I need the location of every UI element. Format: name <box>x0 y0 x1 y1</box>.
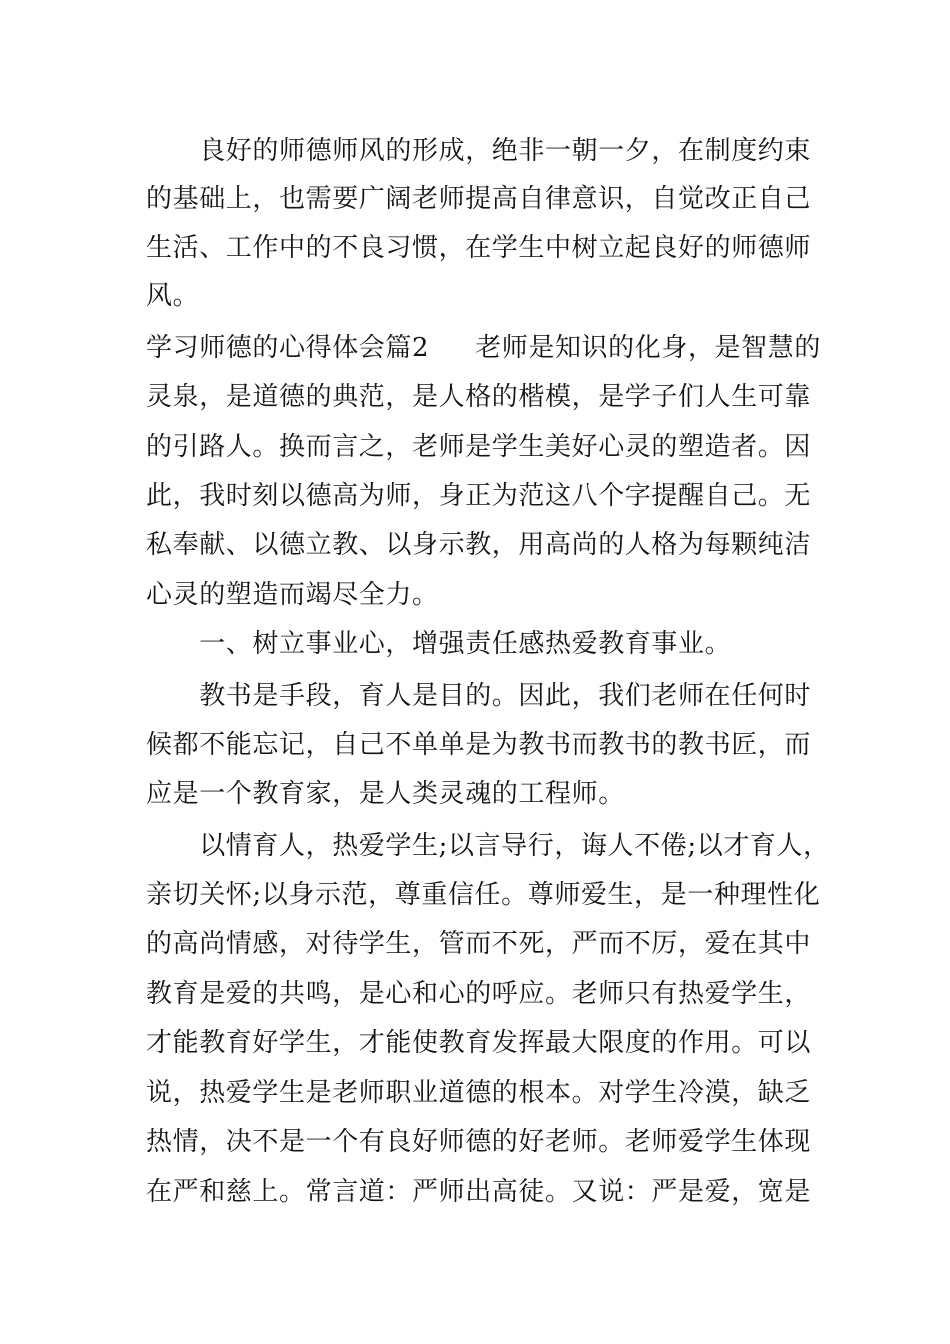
paragraph-text: 老师是知识的化身，是智慧的 <box>475 333 821 363</box>
paragraph-line: 私奉献、以德立教、以身示教，用高尚的人格为每颗纯洁 <box>146 530 812 560</box>
paragraph-line: 生活、工作中的不良习惯，在学生中树立起良好的师德师 <box>146 233 812 263</box>
paragraph-line: 在严和慈上。常言道：严师出高徒。又说：严是爱，宽是 <box>146 1177 812 1207</box>
paragraph-line: 教书是手段，育人是目的。因此，我们老师在任何时 <box>146 681 812 711</box>
section-heading: 学习师德的心得体会篇2 <box>146 333 430 363</box>
paragraph-line: 灵泉，是道德的典范，是人格的楷模，是学子们人生可靠 <box>146 382 812 412</box>
paragraph-line: 亲切关怀;以身示范，尊重信任。尊师爱生，是一种理性化 <box>146 880 821 910</box>
paragraph-line: 的引路人。换而言之，老师是学生美好心灵的塑造者。因 <box>146 432 812 462</box>
paragraph-line: 热情，决不是一个有良好师德的好老师。老师爱学生体现 <box>146 1127 812 1157</box>
paragraph-line: 的基础上，也需要广阔老师提高自律意识，自觉改正自己 <box>146 184 812 214</box>
paragraph-line: 良好的师德师风的形成，绝非一朝一夕，在制度约束 <box>146 136 812 166</box>
paragraph-line: 才能教育好学生，才能使教育发挥最大限度的作用。可以 <box>146 1028 812 1058</box>
paragraph-line: 此，我时刻以德高为师，身正为范这八个字提醒自己。无 <box>146 481 812 511</box>
paragraph-line: 说，热爱学生是老师职业道德的根本。对学生冷漠，缺乏 <box>146 1078 812 1108</box>
paragraph-line: 心灵的塑造而竭尽全力。 <box>146 580 439 610</box>
paragraph-line: 的高尚情感，对待学生，管而不死，严而不厉，爱在其中 <box>146 929 812 959</box>
section-heading-line <box>146 324 821 372</box>
paragraph-line: 以情育人，热爱学生;以言导行，诲人不倦;以才育人， <box>146 831 830 861</box>
paragraph-line: 应是一个教育家，是人类灵魂的工程师。 <box>146 779 625 809</box>
paragraph-line: 风。 <box>146 281 200 311</box>
paragraph-line: 教育是爱的共鸣，是心和心的呼应。老师只有热爱学生， <box>146 979 812 1009</box>
paragraph-line: 候都不能忘记，自己不单单是为教书而教书的教书匠，而 <box>146 730 812 760</box>
paragraph-line: 一、树立事业心，增强责任感热爱教育事业。 <box>146 629 732 659</box>
